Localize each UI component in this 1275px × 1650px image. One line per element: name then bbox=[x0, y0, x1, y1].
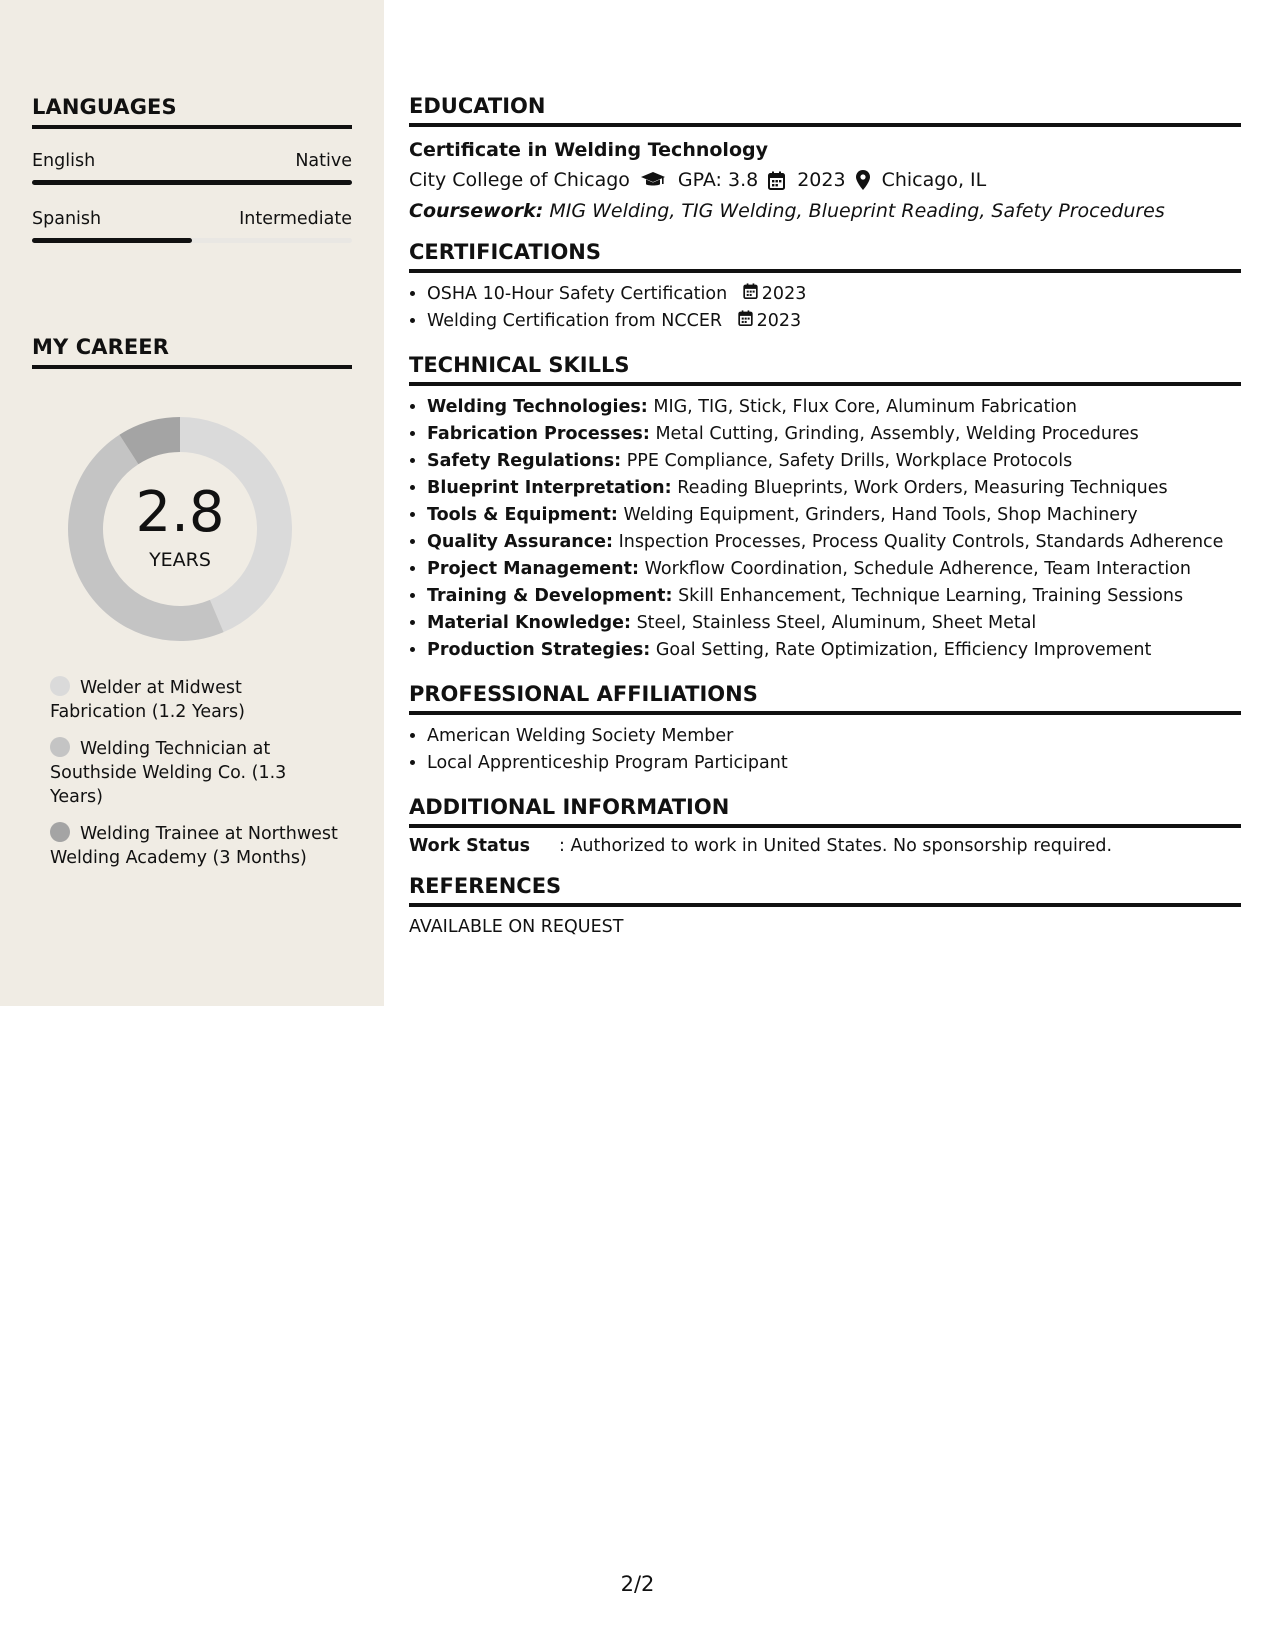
skill-label: Safety Regulations: bbox=[427, 451, 622, 471]
skill-label: Tools & Equipment: bbox=[427, 505, 618, 525]
affiliations-heading: PROFESSIONAL AFFILIATIONS bbox=[409, 682, 1241, 715]
career-legend-label: Welding Trainee at Northwest Welding Academy (3 Months) bbox=[50, 824, 338, 868]
graduation-year: 2023 bbox=[797, 169, 846, 191]
languages-heading: LANGUAGES bbox=[32, 95, 352, 129]
sidebar bbox=[0, 0, 384, 1006]
coursework-list: MIG Welding, TIG Welding, Blueprint Reading, Safety Procedures bbox=[549, 200, 1165, 222]
language-proficiency-bar bbox=[32, 180, 352, 185]
gpa: GPA: 3.8 bbox=[677, 169, 759, 191]
language-proficiency-bar bbox=[32, 238, 352, 243]
certifications-list bbox=[409, 281, 1241, 335]
languages-section bbox=[32, 95, 352, 243]
affiliation-item: • American Welding Society Member bbox=[427, 723, 1241, 750]
skill-item bbox=[427, 556, 1241, 583]
language-row bbox=[32, 209, 352, 229]
career-legend-label: Welder at Midwest Fabrication (1.2 Years) bbox=[50, 678, 245, 722]
skill-label: Blueprint Interpretation: bbox=[427, 478, 672, 498]
language-proficiency-fill bbox=[32, 238, 192, 243]
certification-year: 2023 bbox=[756, 311, 802, 331]
calendar-icon bbox=[768, 171, 785, 190]
affiliations-list bbox=[409, 723, 1241, 777]
location-pin-icon bbox=[856, 170, 870, 190]
career-total-unit: YEARS bbox=[149, 549, 211, 571]
skill-text: MIG, TIG, Stick, Flux Core, Aluminum Fabrication bbox=[653, 397, 1077, 417]
technical-skills-list bbox=[409, 394, 1241, 664]
skill-label: Fabrication Processes: bbox=[427, 424, 650, 444]
language-level: Intermediate bbox=[239, 209, 352, 229]
education-details bbox=[409, 169, 1241, 191]
certification-item bbox=[427, 281, 1241, 308]
skill-label: Quality Assurance: bbox=[427, 532, 613, 552]
education-heading: EDUCATION bbox=[409, 94, 1241, 127]
work-status-label: Work Status bbox=[409, 836, 531, 856]
references-heading: REFERENCES bbox=[409, 874, 1241, 907]
school-name: City College of Chicago bbox=[409, 169, 630, 191]
skill-item bbox=[427, 421, 1241, 448]
career-heading: MY CAREER bbox=[32, 335, 352, 369]
certification-date bbox=[743, 281, 807, 308]
additional-info-section bbox=[409, 795, 1241, 856]
calendar-icon bbox=[738, 308, 753, 335]
language-row bbox=[32, 151, 352, 171]
graduation-cap-icon bbox=[640, 171, 666, 189]
language-proficiency-fill bbox=[32, 180, 352, 185]
skill-label: Project Management: bbox=[427, 559, 639, 579]
degree-title: Certificate in Welding Technology bbox=[409, 139, 768, 161]
skill-text: Welding Equipment, Grinders, Hand Tools, Shop Machinery bbox=[623, 505, 1138, 525]
affiliation-item: • Local Apprenticeship Program Participant bbox=[427, 750, 1241, 777]
certification-name: Welding Certification from NCCER bbox=[427, 311, 723, 331]
references-section bbox=[409, 874, 1241, 937]
work-status bbox=[409, 836, 1241, 856]
career-legend-item bbox=[50, 676, 340, 724]
career-legend-item bbox=[50, 822, 340, 870]
additional-info-heading: ADDITIONAL INFORMATION bbox=[409, 795, 1241, 828]
skill-text: Inspection Processes, Process Quality Controls, Standards Adherence bbox=[618, 532, 1224, 552]
main-content bbox=[409, 94, 1241, 937]
legend-dot bbox=[50, 676, 70, 696]
coursework bbox=[409, 200, 1241, 222]
affiliations-section bbox=[409, 682, 1241, 777]
certification-item bbox=[427, 308, 1241, 335]
certifications-section bbox=[409, 240, 1241, 335]
skill-text: PPE Compliance, Safety Drills, Workplace Protocols bbox=[626, 451, 1073, 471]
technical-skills-section bbox=[409, 353, 1241, 664]
certification-year: 2023 bbox=[761, 284, 807, 304]
skill-item bbox=[427, 610, 1241, 637]
skill-item bbox=[427, 475, 1241, 502]
career-donut-chart bbox=[66, 415, 294, 643]
certification-date bbox=[738, 308, 802, 335]
work-status-value: : Authorized to work in United States. No sponsorship required. bbox=[559, 836, 1113, 856]
career-total-value: 2.8 bbox=[135, 480, 225, 545]
skill-label: Welding Technologies: bbox=[427, 397, 648, 417]
education-section bbox=[409, 94, 1241, 222]
skill-item bbox=[427, 637, 1241, 664]
legend-dot bbox=[50, 822, 70, 842]
career-legend-item bbox=[50, 737, 340, 809]
career-legend bbox=[50, 676, 340, 883]
certification-name: OSHA 10-Hour Safety Certification bbox=[427, 284, 728, 304]
career-legend-label: Welding Technician at Southside Welding Co. (1.3 Years) bbox=[50, 739, 287, 807]
career-section bbox=[32, 335, 352, 369]
coursework-label: Coursework: bbox=[409, 200, 544, 222]
language-name: Spanish bbox=[32, 209, 102, 229]
skill-text: Metal Cutting, Grinding, Assembly, Welding Procedures bbox=[655, 424, 1139, 444]
legend-dot bbox=[50, 737, 70, 757]
school-location: Chicago, IL bbox=[881, 169, 987, 191]
skill-label: Training & Development: bbox=[427, 586, 673, 606]
skill-text: Steel, Stainless Steel, Aluminum, Sheet Metal bbox=[636, 613, 1037, 633]
page-number: 2/2 bbox=[620, 1572, 655, 1596]
calendar-icon bbox=[743, 281, 758, 308]
skill-text: Workflow Coordination, Schedule Adherence, Team Interaction bbox=[644, 559, 1192, 579]
skill-item bbox=[427, 529, 1241, 556]
certifications-heading: CERTIFICATIONS bbox=[409, 240, 1241, 273]
language-name: English bbox=[32, 151, 96, 171]
skill-text: Reading Blueprints, Work Orders, Measuring Techniques bbox=[677, 478, 1168, 498]
skill-text: Goal Setting, Rate Optimization, Efficiency Improvement bbox=[655, 640, 1152, 660]
skill-item bbox=[427, 502, 1241, 529]
language-level: Native bbox=[295, 151, 352, 171]
skill-label: Production Strategies: bbox=[427, 640, 651, 660]
skill-item bbox=[427, 448, 1241, 475]
skill-label: Material Knowledge: bbox=[427, 613, 631, 633]
references-text: AVAILABLE ON REQUEST bbox=[409, 917, 624, 937]
technical-skills-heading: TECHNICAL SKILLS bbox=[409, 353, 1241, 386]
skill-item bbox=[427, 583, 1241, 610]
skill-item bbox=[427, 394, 1241, 421]
skill-text: Skill Enhancement, Technique Learning, Training Sessions bbox=[678, 586, 1184, 606]
